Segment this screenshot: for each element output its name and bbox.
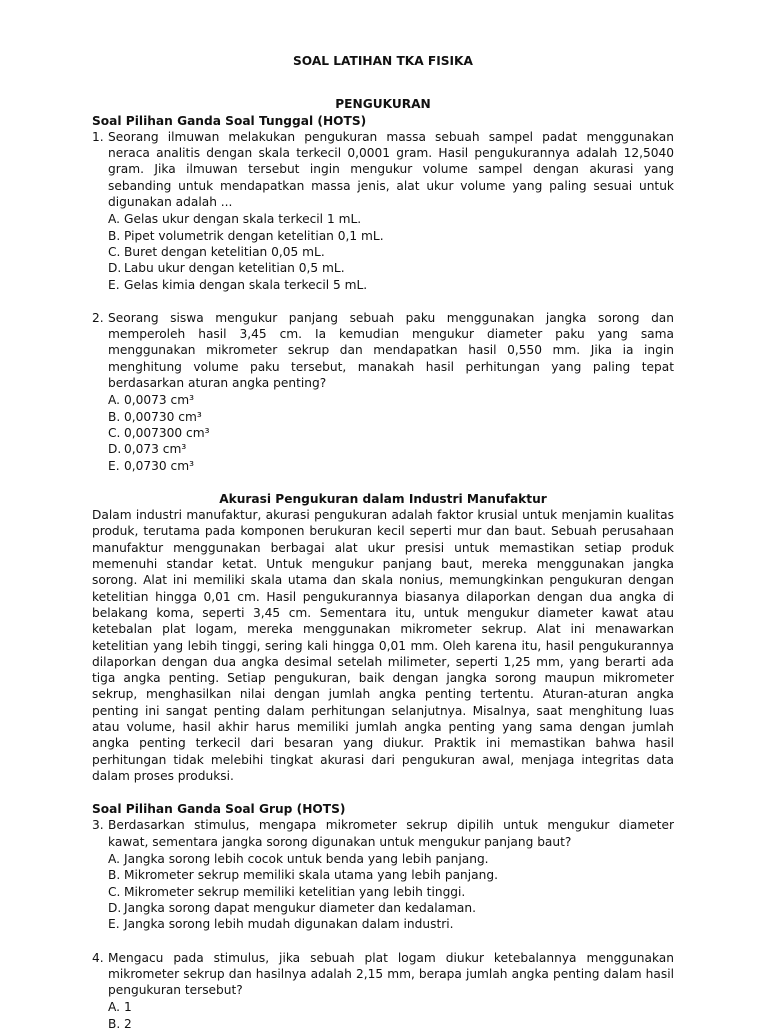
- option-e: [108, 916, 674, 932]
- option-letter: E.: [108, 277, 120, 292]
- option-text: 0,073 cm³: [124, 442, 187, 457]
- option-letter: B.: [108, 1016, 121, 1031]
- option-letter: C.: [108, 425, 121, 440]
- option-c: [108, 884, 674, 900]
- option-letter: A.: [108, 852, 120, 867]
- option-letter: E.: [108, 917, 120, 932]
- option-e: [108, 277, 674, 293]
- option-b: [108, 228, 674, 244]
- question-number: 2.: [92, 310, 104, 325]
- stimulus-title: Akurasi Pengukuran dalam Industri Manufaktur: [219, 491, 547, 506]
- question-text: Seorang ilmuwan melakukan pengukuran massa sebuah sampel padat menggunakan neraca analitis dengan skala terkecil 0,0001 gram. Hasil pengukurannya adalah 12,5040 gram. Jika ilmuwan tersebut ingin mengukur volume sampel dengan akurasi yang sebanding untuk mendapatkan massa jenis, alat ukur volume yang paling sesuai untuk digunakan adalah ...: [108, 129, 674, 210]
- option-letter: D.: [108, 261, 122, 276]
- section-title-group: Soal Pilihan Ganda Soal Grup (HOTS): [92, 802, 346, 817]
- option-text: Gelas kimia dengan skala terkecil 5 mL.: [124, 277, 368, 292]
- option-letter: B.: [108, 228, 121, 243]
- option-text: 0,007300 cm³: [124, 425, 210, 440]
- option-text: Jangka sorong dapat mengukur diameter dan kedalaman.: [124, 900, 477, 915]
- option-text: Buret dengan ketelitian 0,05 mL.: [124, 244, 325, 259]
- option-text: Labu ukur dengan ketelitian 0,5 mL.: [124, 261, 345, 276]
- option-text: 0,00730 cm³: [124, 409, 202, 424]
- option-d: [108, 260, 674, 276]
- option-letter: C.: [108, 884, 121, 899]
- option-d: [108, 441, 674, 457]
- question-text: Mengacu pada stimulus, jika sebuah plat logam diukur ketebalannya menggunakan mikrometer sekrup dan hasilnya adalah 2,15 mm, berapa jumlah angka penting dalam hasil pengukuran tersebut?: [108, 950, 674, 998]
- option-text: Gelas ukur dengan skala terkecil 1 mL.: [124, 212, 362, 227]
- option-text: Jangka sorong lebih mudah digunakan dalam industri.: [124, 917, 454, 932]
- option-list: [108, 999, 674, 1032]
- option-c: [108, 244, 674, 260]
- option-letter: A.: [108, 1000, 120, 1015]
- document-subtitle: PENGUKURAN: [335, 97, 431, 112]
- option-letter: A.: [108, 212, 120, 227]
- question-number: 3.: [92, 818, 104, 833]
- option-letter: B.: [108, 868, 121, 883]
- option-text: 0,0073 cm³: [124, 393, 194, 408]
- option-a: [108, 392, 674, 408]
- stimulus-text: Dalam industri manufaktur, akurasi pengukuran adalah faktor krusial untuk menjamin kualitas produk, terutama pada komponen berukuran kecil seperti mur dan baut. Sebuah perusahaan manufaktur menggunakan berbagai alat ukur presisi untuk memastikan setiap produk memenuhi standar ketat. Untuk mengukur panjang baut, mereka menggunakan jangka sorong. Alat ini memiliki skala utama dan skala nonius, memungkinkan pengukuran dengan ketelitian hingga 0,01 cm. Hasil pengukurannya biasanya dilaporkan dengan dua angka di belakang koma, seperti 3,45 cm. Sementara itu, untuk mengukur diameter kawat atau ketebalan plat logam, mereka menggunakan mikrometer sekrup. Alat ini menawarkan ketelitian yang lebih tinggi, sering kali hingga 0,01 mm. Oleh karena itu, hasil pengukurannya dilaporkan dengan dua angka desimal setelah milimeter, seperti 1,25 mm, yang berarti ada tiga angka penting. Setiap pengukuran, baik dengan jangka sorong maupun mikrometer sekrup, menghasilkan nilai dengan jumlah angka penting tertentu. Aturan-aturan angka penting ini sangat penting dalam perhitungan selanjutnya. Misalnya, saat menghitung luas atau volume, hasil akhir harus memiliki jumlah angka penting yang sama dengan jumlah angka penting terkecil dari besaran yang diukur. Praktik ini memastikan bahwa hasil perhitungan tidak melebihi tingkat akurasi dari pengukuran awal, menjaga integritas data dalam proses produksi.: [92, 508, 674, 783]
- option-list: [108, 211, 674, 292]
- document-title: SOAL LATIHAN TKA FISIKA: [293, 54, 473, 68]
- option-a: [108, 851, 674, 867]
- question-number: 4.: [92, 950, 104, 965]
- question-4: [92, 950, 674, 1032]
- option-c: [108, 425, 674, 441]
- option-text: Pipet volumetrik dengan ketelitian 0,1 mL.: [124, 228, 384, 243]
- option-a: [108, 211, 674, 227]
- option-b: [108, 867, 674, 883]
- option-letter: B.: [108, 409, 121, 424]
- question-number: 1.: [92, 129, 104, 144]
- option-text: 1: [124, 1000, 132, 1015]
- option-text: 2: [124, 1016, 132, 1031]
- question-2: [92, 310, 674, 474]
- option-letter: E.: [108, 458, 120, 473]
- option-list: [108, 392, 674, 473]
- option-letter: A.: [108, 393, 120, 408]
- question-3: [92, 817, 674, 932]
- option-text: Mikrometer sekrup memiliki ketelitian yang lebih tinggi.: [124, 884, 466, 899]
- option-text: Mikrometer sekrup memiliki skala utama yang lebih panjang.: [124, 868, 498, 883]
- question-text: Berdasarkan stimulus, mengapa mikrometer sekrup dipilih untuk mengukur diameter kawat, sementara jangka sorong digunakan untuk mengukur panjang baut?: [108, 818, 674, 849]
- section-title-single: Soal Pilihan Ganda Soal Tunggal (HOTS): [92, 113, 367, 128]
- option-letter: D.: [108, 442, 122, 457]
- option-a: [108, 999, 674, 1015]
- option-b: [108, 409, 674, 425]
- option-list: [108, 851, 674, 932]
- option-letter: D.: [108, 900, 122, 915]
- option-text: 0,0730 cm³: [124, 458, 194, 473]
- option-letter: C.: [108, 244, 121, 259]
- option-e: [108, 458, 674, 474]
- option-d: [108, 900, 674, 916]
- question-text: Seorang siswa mengukur panjang sebuah paku menggunakan jangka sorong dan memperoleh hasil 3,45 cm. Ia kemudian mengukur diameter paku yang sama menggunakan mikrometer sekrup dan mendapatkan hasil 0,550 mm. Jika ia ingin menghitung volume paku tersebut, manakah hasil perhitungan yang paling tepat berdasarkan aturan angka penting?: [108, 310, 674, 391]
- question-1: [92, 129, 674, 293]
- option-text: Jangka sorong lebih cocok untuk benda yang lebih panjang.: [124, 852, 489, 867]
